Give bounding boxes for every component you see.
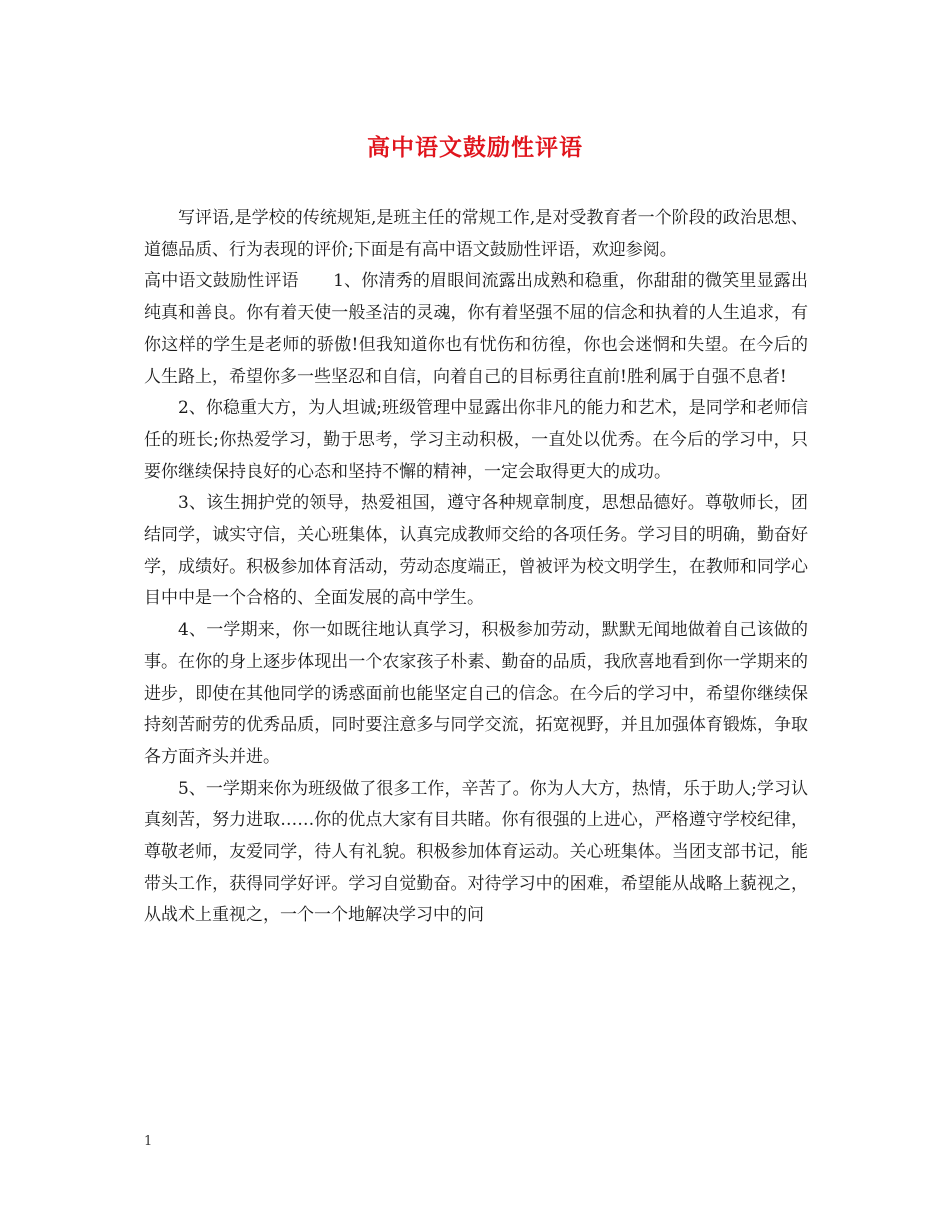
comment-paragraph-3: 3、该生拥护党的领导，热爱祖国，遵守各种规章制度，思想品德好。尊敬师长，团结同学，诚实守信，关心班集体，认真完成教师交给的各项任务。学习目的明确，勤奋好学，成绩好。积极参加体育活动，劳动态度端正，曾被评为校文明学生，在教师和同学心目中中是一个合格的、全面发展的高中学生。 — [144, 493, 808, 609]
document-body — [144, 203, 808, 932]
comment-paragraph-1: 高中语文鼓励性评语 1、你清秀的眉眼间流露出成熟和稳重，你甜甜的微笑里显露出纯真和善良。你有着天使一般圣洁的灵魂，你有着坚强不屈的信念和执着的人生追求，有你这样的学生是老师的骄傲!但我知道你也有忧伤和彷徨，你也会迷惘和失望。在今后的人生路上，希望你多一些坚忍和自信，向着自己的目标勇往直前!胜利属于自强不息者! — [144, 271, 808, 387]
comment-paragraph-5: 5、一学期来你为班级做了很多工作，辛苦了。你为人大方，热情，乐于助人;学习认真刻苦，努力进取……你的优点大家有目共睹。你有很强的上进心，严格遵守学校纪律，尊敬老师，友爱同学，待人有礼貌。积极参加体育运动。关心班集体。当团支部书记，能带头工作，获得同学好评。学习自觉勤奋。对待学习中的困难，希望能从战略上藐视之，从战术上重视之，一个一个地解决学习中的问 — [144, 778, 808, 926]
intro-paragraph: 写评语,是学校的传统规矩,是班主任的常规工作,是对受教育者一个阶段的政治思想、道德品质、行为表现的评价;下面是有高中语文鼓励性评语，欢迎参阅。 — [144, 208, 808, 260]
comment-paragraph-4: 4、一学期来，你一如既往地认真学习，积极参加劳动，默默无闻地做着自己该做的事。在你的身上逐步体现出一个农家孩子朴素、勤奋的品质，我欣喜地看到你一学期来的进步，即使在其他同学的诱惑面前也能坚定自己的信念。在今后的学习中，希望你继续保持刻苦耐劳的优秀品质，同时要注意多与同学交流，拓宽视野，并且加强体育锻炼，争取各方面齐头并进。 — [144, 620, 808, 767]
page-number: 1 — [144, 1134, 153, 1149]
document-title: 高中语文鼓励性评语 — [367, 134, 583, 161]
comment-paragraph-2: 2、你稳重大方，为人坦诚;班级管理中显露出你非凡的能力和艺术，是同学和老师信任的班长;你热爱学习，勤于思考，学习主动积极，一直处以优秀。在今后的学习中，只要你继续保持良好的心态和坚持不懈的精神，一定会取得更大的成功。 — [144, 398, 808, 482]
